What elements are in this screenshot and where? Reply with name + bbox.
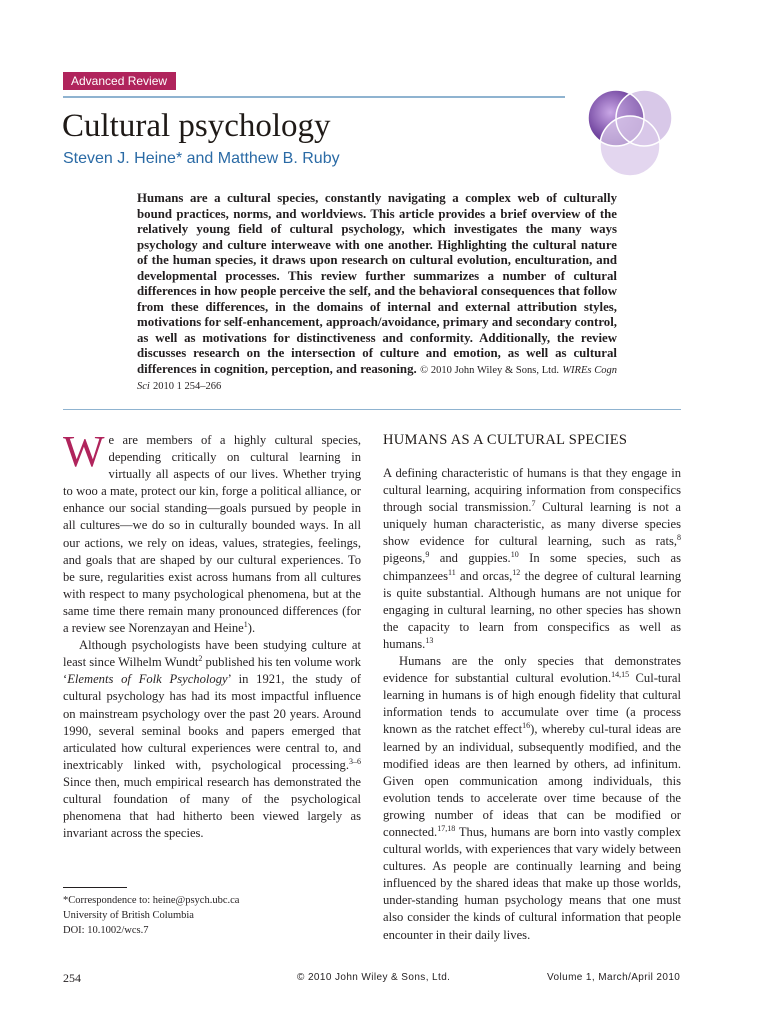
intro-paragraph-2	[63, 637, 361, 842]
doi-note[interactable]: DOI: 10.1002/wcs.7	[63, 925, 149, 936]
affiliation-note: University of British Columbia	[63, 910, 194, 921]
reference-link[interactable]: 8	[677, 533, 681, 543]
reference-link[interactable]: 16	[522, 721, 531, 731]
reference-link[interactable]: 12	[512, 567, 521, 577]
body-text: ), whereby cul-tural ideas are learned by an individual, subsequently modified, and the modified ideas are then learned by others, ad infinitum. Given open communication among individuals, this evolution tends to accelerate over time because of the growing number of ideas that can be modified or connected.	[383, 722, 681, 839]
body-text: pigeons,	[383, 551, 426, 566]
footnotes	[63, 893, 239, 938]
body-text: and orcas,	[455, 568, 513, 583]
reference-link[interactable]: 14,15	[611, 669, 630, 679]
body-text: and guppies.	[429, 551, 511, 566]
body-text: A defining characteristic of humans is that they engage in cultural learning, acquiring information from conspecifics through social transmission.	[383, 466, 681, 515]
intro-text: Since then, much empirical research has demonstrated the cultural foundation of many of the psychological phenomena that had hitherto been viewed largely as invariant across the species.	[63, 774, 361, 841]
body-paragraph-1	[383, 465, 681, 653]
book-title: Elements of Folk Psychology	[67, 672, 228, 687]
citation: 2010 1 254–266	[153, 381, 222, 392]
footnote-rule	[63, 887, 127, 888]
reference-link[interactable]: 9	[425, 550, 430, 560]
article-title: Cultural psychology	[62, 108, 331, 144]
page-number: 254	[63, 971, 81, 985]
intro-text: e are members of a highly cultural species, depending critically on cultural learning in virtually all aspects of our lives. Whether trying to woo a mate, protect our kin, forge a political alliance, or enhance our social standing—goals pursued by people in all cultures—we do so in culturally bounded ways. In all our actions, we rely on ideas, values, strategies, feelings, and goals that are shaped by our cultural experiences. To be sure, regularities exist across humans from all cultures with respect to many psychological phenomena, but at the same time there remain many pronounced differences (for a review see Norenzayan and Heine	[63, 433, 361, 636]
intro-text: ’ in 1921, the study of cultural psychology has had its most impactful influence on mainstream psychology over the past 20 years. Around 1990, several seminal books and papers emerged that articulated how cultural experiences were central to, and inextricably linked with, psychological processing.	[63, 672, 361, 772]
wires-logo-icon	[578, 84, 682, 188]
reference-link[interactable]: 17,18	[437, 823, 456, 833]
intro-paragraph-1	[63, 427, 361, 637]
reference-link[interactable]: 10	[510, 550, 519, 560]
abstract-divider	[63, 409, 681, 410]
body-text: In some species, such as chimpanzees	[383, 551, 681, 583]
footer-copyright: © 2010 John Wiley & Sons, Ltd.	[297, 972, 451, 983]
body-text: Cul-tural learning in humans is of high enough fidelity that cultural information tends to accumulate over time (a process known as the ratchet effect	[383, 671, 682, 737]
reference-link[interactable]: 7	[531, 499, 536, 508]
left-column	[63, 427, 361, 842]
section-heading: HUMANS AS A CULTURAL SPECIES	[383, 432, 628, 448]
drop-cap: W	[63, 427, 105, 476]
body-paragraph-2	[383, 653, 681, 944]
reference-link[interactable]: 13	[425, 635, 434, 645]
body-text: Thus, humans are born into vastly complex cultural worlds, with experiences that vary widely between cultures. As people are continually learning and being influenced by the shared ideas that make up those worlds, under-standing human psychology means that one must also consider the kinds of cultural information that people encounter in their daily lives.	[383, 824, 681, 942]
right-column	[383, 432, 681, 944]
footer-volume: Volume 1, March/April 2010	[547, 972, 681, 983]
body-text: the degree of cultural learning is quite substantial. Although humans are not unique for engaging in cultural learning, no other species has shown the capacity to learn from conspecifics as well as humans.	[383, 568, 681, 651]
header-rule	[63, 96, 565, 98]
abstract	[137, 191, 617, 395]
reference-link[interactable]: 3–6	[349, 756, 361, 766]
abstract-copyright: © 2010 John Wiley & Sons, Ltd.	[420, 364, 559, 376]
body-text: Humans are the only species that demonstrates evidence for substantial cultural evolution.	[383, 654, 681, 686]
reference-link[interactable]: 2	[198, 654, 203, 664]
reference-link[interactable]: 1	[243, 619, 248, 629]
author-list[interactable]: Steven J. Heine* and Matthew B. Ruby	[63, 150, 340, 167]
intro-text: Although psychologists have been studying culture at least since Wilhelm Wundt	[63, 638, 361, 670]
journal-name: WIREs Cogn Sci	[137, 364, 617, 392]
reference-link[interactable]: 11	[448, 567, 456, 577]
intro-text: published his ten volume work ‘	[63, 655, 361, 687]
correspondence-note[interactable]: *Correspondence to: heine@psych.ubc.ca	[63, 895, 240, 906]
abstract-text: Humans are a cultural species, constantly navigating a complex web of culturally bound practices, norms, and worldviews. This article provides a brief overview of the relatively young field of cultural psychology, which investigates the many ways psychology and culture interweave with one another. Highlighting the cultural nature of the human species, it draws upon research on cultural evolution, enculturation, and developmental processes. This review further summarizes a number of cultural differences in how people perceive the self, and the behavioral consequences that follow from these differences, in the domains of internal and external attribution styles, motivations for self-enhancement, approach/avoidance, primary and secondary control, as well as motivations for distinctiveness and conformity. Additionally, the review discusses research on the intersection of culture and emotion, as well as cultural differences in cognition, perception, and reasoning.	[137, 191, 617, 376]
body-text: Cultural learning is not a uniquely human characteristic, as many diverse species show evidence for cultural learning, such as rats,	[383, 500, 681, 549]
article-type-badge: Advanced Review	[63, 72, 176, 90]
intro-text: ).	[247, 621, 256, 636]
